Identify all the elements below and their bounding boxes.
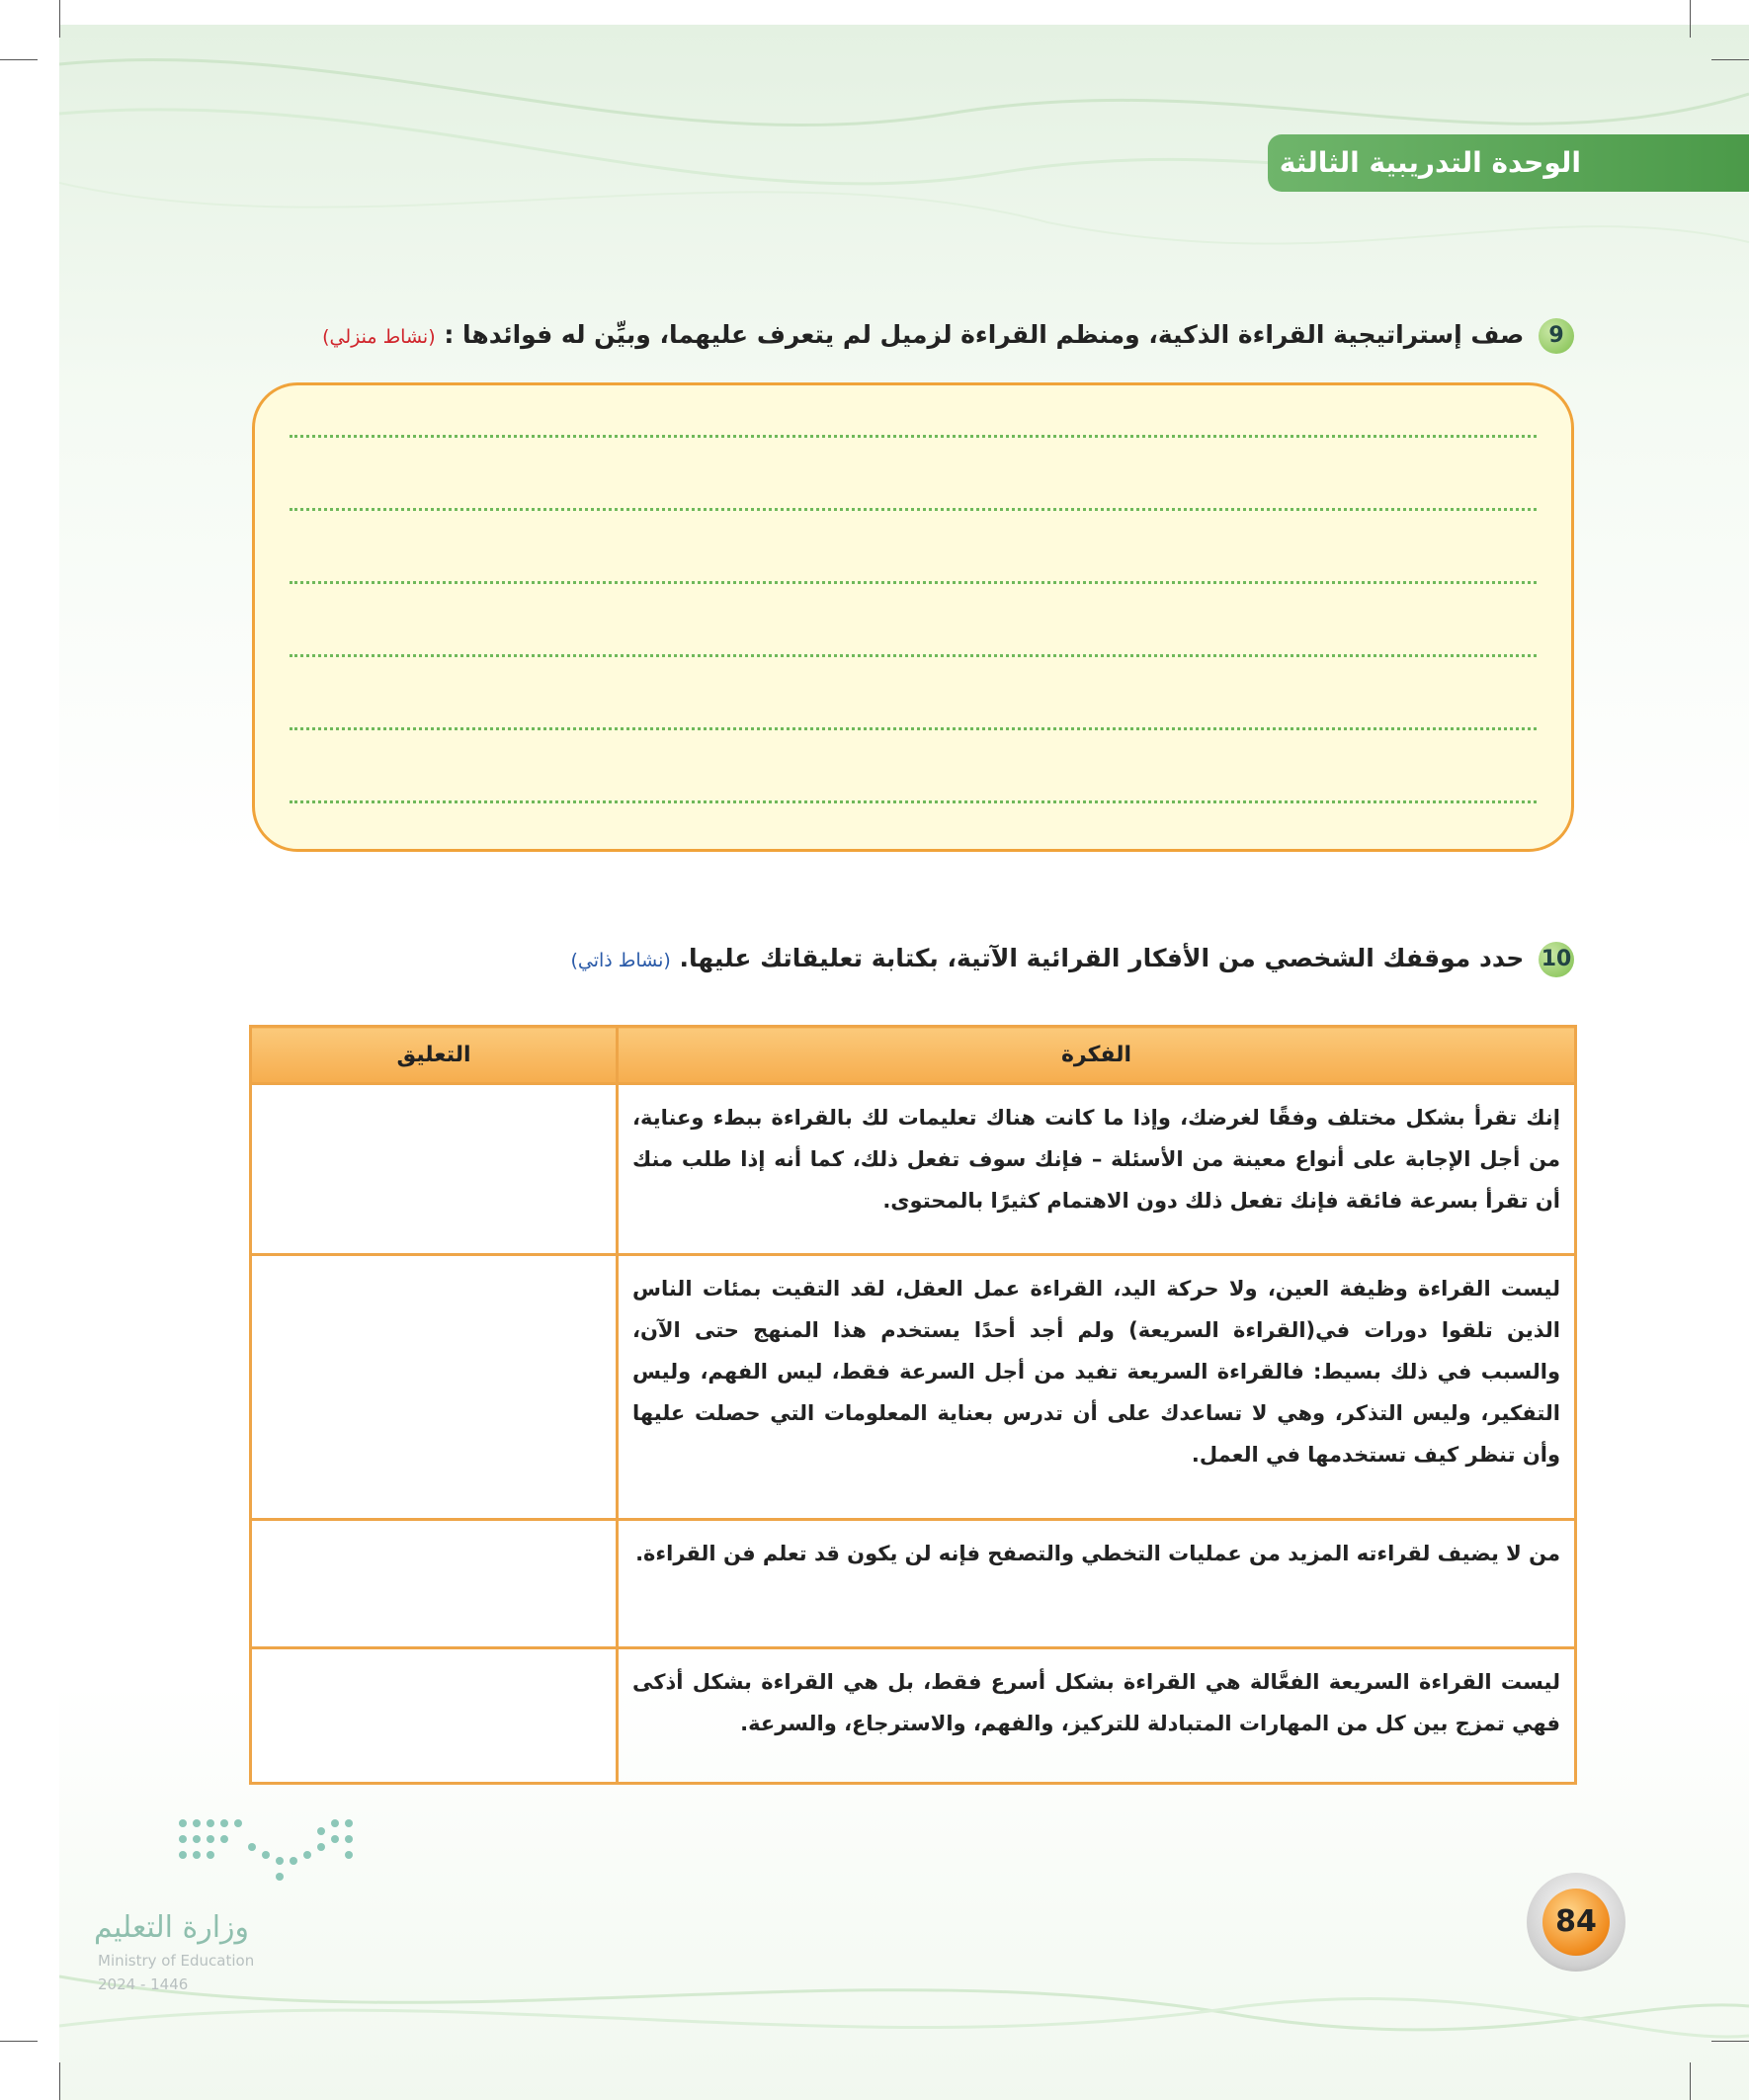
idea-cell: إنك تقرأ بشكل مختلف وفقًا لغرضك، وإذا ما كانت هناك تعليمات لك بالقراءة ببطء وعناية، من أجل الإجابة على أنواع معينة من الأسئلة – فإنك سوف تفعل ذلك، كما أنه إذا طلب منك أن تقرأ بسرعة فائقة فإنك تفعل ذلك دون الاهتمام كثيرًا بالمحتوى. [618, 1084, 1576, 1255]
table-row [251, 1648, 1576, 1784]
unit-title-banner [1268, 134, 1749, 192]
column-header-comment: التعليق [251, 1027, 618, 1084]
column-header-idea: الفكرة [618, 1027, 1576, 1084]
activity-tag: (نشاط ذاتي) [570, 950, 671, 971]
question-9-text: صف إستراتيجية القراءة الذكية، ومنظم القراءة لزميل لم يتعرف عليهما، وبيِّن له فوائدها : [444, 320, 1525, 349]
answer-line[interactable] [290, 727, 1537, 730]
question-number-badge: 9 [1539, 318, 1574, 354]
answer-line[interactable] [290, 581, 1537, 584]
comment-cell[interactable] [251, 1648, 618, 1784]
table-row [251, 1084, 1576, 1255]
answer-line[interactable] [290, 435, 1537, 438]
unit-title: الوحدة التدريبية الثالثة [1279, 146, 1581, 179]
question-10 [570, 942, 1574, 977]
idea-cell: ليست القراءة وظيفة العين، ولا حركة اليد، القراءة عمل العقل، لقد التقيت بمئات الناس الذين تلقوا دورات في(القراءة السريعة) ولم أجد أحدًا يستخدم هذا المنهج حتى الآن، والسبب في ذلك بسيط: فالقراءة السريعة تفيد من أجل السرعة فقط، ليس الفهم، وليس التفكير، وليس التذكر، وهي لا تساعدك على أن تدرس بعناية المعلومات التي حصلت عليها وأن تنظر كيف تستخدمها في العمل. [618, 1255, 1576, 1520]
comment-cell[interactable] [251, 1520, 618, 1648]
activity-tag: (نشاط منزلي) [322, 326, 436, 348]
answer-box[interactable] [252, 382, 1574, 852]
comment-cell[interactable] [251, 1084, 618, 1255]
page-number-badge [1527, 1873, 1625, 1972]
crop-mark [0, 2041, 38, 2042]
idea-cell: من لا يضيف لقراءته المزيد من عمليات التخطي والتصفح فإنه لن يكون قد تعلم فن القراءة. [618, 1520, 1576, 1648]
crop-mark [0, 59, 38, 60]
ministry-name-en: Ministry of Education [98, 1952, 255, 1970]
question-number-badge: 10 [1539, 942, 1574, 977]
ministry-logo-dots-icon [173, 1804, 440, 1902]
ministry-logo [94, 1804, 361, 2001]
edition-year: 2024 - 1446 [98, 1975, 189, 1993]
question-10-text: حدد موقفك الشخصي من الأفكار القرائية الآتية، بكتابة تعليقاتك عليها. [679, 944, 1525, 972]
ideas-table [249, 1025, 1577, 1785]
question-9 [322, 318, 1574, 354]
answer-line[interactable] [290, 800, 1537, 803]
ministry-name-ar: وزارة التعليم [94, 1910, 250, 1945]
table-row [251, 1520, 1576, 1648]
table-row [251, 1255, 1576, 1520]
comment-cell[interactable] [251, 1255, 618, 1520]
table-header-row [251, 1027, 1576, 1084]
page-number: 84 [1542, 1889, 1610, 1956]
answer-line[interactable] [290, 654, 1537, 657]
answer-line[interactable] [290, 508, 1537, 511]
idea-cell: ليست القراءة السريعة الفعَّالة هي القراءة بشكل أسرع فقط، بل هي القراءة بشكل أذكى فهي تمزج بين كل من المهارات المتبادلة للتركيز، والفهم، والاسترجاع، والسرعة. [618, 1648, 1576, 1784]
